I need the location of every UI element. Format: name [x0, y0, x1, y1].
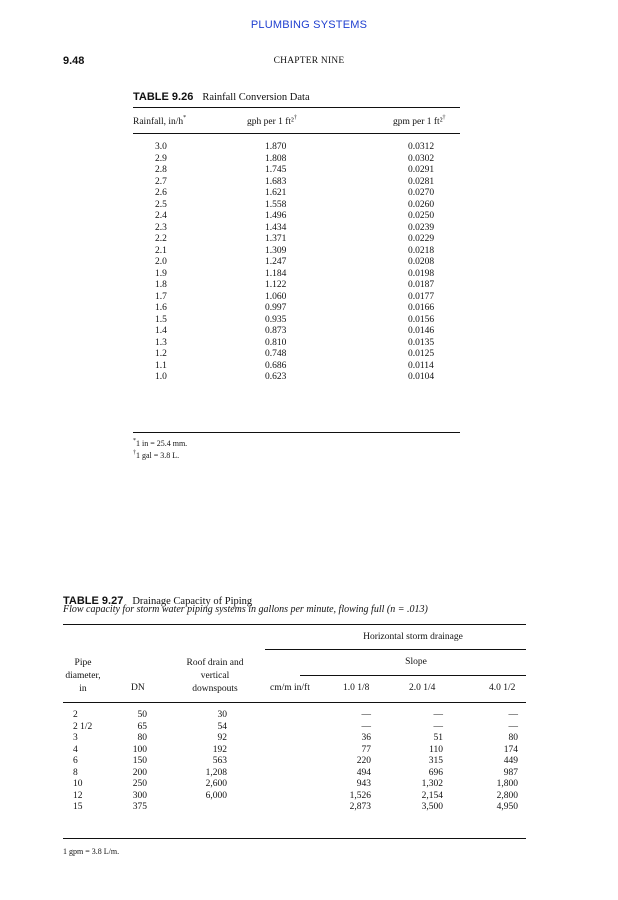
table-cell: 0.0291 [408, 165, 435, 175]
table-cell: 0.0135 [408, 337, 435, 348]
table-926-header-rainfall: Rainfall, in/h* [133, 115, 187, 127]
table-cell: 1.496 [265, 211, 287, 221]
table-cell: 1.434 [265, 222, 287, 233]
table-cell: 0.0218 [408, 245, 435, 256]
table-cell: 3.0 [155, 142, 167, 152]
table-cell: 2.5 [155, 199, 167, 210]
table-926-col-gph [265, 142, 286, 384]
page-number: 9.48 [63, 55, 85, 67]
table-927-header-slope-1-4: 2.0 1/4 [409, 683, 436, 693]
table-cell: 2,154 [421, 790, 443, 801]
table-cell: 0.0198 [408, 268, 435, 279]
table-cell: 1.060 [265, 291, 287, 302]
table-cell: 6 [73, 756, 78, 766]
table-cell: 3 [73, 733, 78, 743]
table-926-col-rainfall [155, 142, 167, 384]
table-cell: 494 [356, 767, 371, 778]
table-cell: 0.0146 [408, 326, 435, 336]
table-927-group-rule [265, 649, 526, 650]
table-cell: 0.0229 [408, 234, 435, 244]
table-927-header-pipe: Pipe diameter, in [65, 658, 101, 694]
table-cell: 1,800 [496, 779, 518, 789]
table-cell: 2 [73, 710, 78, 720]
table-cell: 0.0177 [408, 291, 435, 302]
table-926-header-rule [133, 133, 460, 134]
table-cell: 2.3 [155, 222, 167, 233]
table-cell: 1.1 [155, 360, 167, 371]
table-cell: 2,600 [205, 779, 227, 789]
table-cell: 65 [137, 721, 147, 732]
table-cell: 696 [428, 767, 443, 778]
table-cell: 0.0208 [408, 257, 435, 267]
table-cell: — [361, 710, 371, 720]
table-cell: 0.0104 [408, 372, 435, 382]
table-cell: 250 [132, 779, 147, 789]
chapter-title: CHAPTER NINE [273, 56, 345, 66]
table-cell: 110 [429, 744, 443, 755]
table-cell: 0.0125 [408, 349, 435, 359]
table-cell: 1.4 [155, 326, 167, 336]
table-cell: 0.0114 [408, 360, 434, 371]
table-cell: 1.808 [265, 153, 287, 164]
table-927-label: TABLE 9.27 [63, 595, 124, 607]
table-926-title: Rainfall Conversion Data [202, 92, 310, 103]
table-cell: 0.748 [265, 349, 287, 359]
table-927-subtitle: Flow capacity for storm water piping systems in gallons per minute, flowing full (n = .013) [63, 604, 428, 615]
table-927-col-slope-1-8 [344, 710, 371, 814]
table-cell: 0.0187 [408, 280, 435, 290]
table-cell: 375 [132, 802, 147, 812]
table-926-header-gpm: gpm per 1 ft²† [393, 115, 446, 127]
table-cell: 1.6 [155, 303, 167, 313]
table-cell [200, 802, 227, 814]
table-cell: 0.0312 [408, 142, 435, 152]
table-cell: 0.0302 [408, 153, 435, 164]
table-cell: 80 [508, 733, 518, 743]
table-926-footnote-2: †1 gal = 3.8 L. [133, 450, 180, 460]
table-926-caption [133, 87, 310, 105]
table-cell: 4 [73, 744, 78, 755]
table-cell: 92 [217, 733, 227, 743]
table-cell: 6,000 [205, 790, 227, 801]
table-cell: 4,950 [496, 802, 518, 812]
table-cell: 0.0156 [408, 314, 435, 325]
table-cell: 12 [73, 790, 83, 801]
table-cell: 10 [73, 779, 83, 789]
table-cell: — [508, 721, 518, 732]
table-cell: 30 [217, 710, 227, 720]
table-cell: 3,500 [421, 802, 443, 812]
table-cell: 174 [503, 744, 518, 755]
table-cell: 0.0250 [408, 211, 435, 221]
table-cell: 1.122 [265, 280, 287, 290]
table-cell: 2.2 [155, 234, 167, 244]
table-cell: 0.0239 [408, 222, 435, 233]
table-cell: 1.7 [155, 291, 167, 302]
table-cell: 1,208 [205, 767, 227, 778]
table-cell: 1.3 [155, 337, 167, 348]
table-927-header-slope-1-2: 4.0 1/2 [489, 683, 516, 693]
table-927-col-roof [200, 710, 227, 814]
table-cell: 100 [132, 744, 147, 755]
table-cell: 563 [212, 756, 227, 766]
table-cell: 0.810 [265, 337, 287, 348]
table-cell: 0.0260 [408, 199, 435, 210]
table-cell: 1.5 [155, 314, 167, 325]
table-cell: 2,800 [496, 790, 518, 801]
table-cell: 1.247 [265, 257, 287, 267]
table-cell: 0.0281 [408, 176, 435, 187]
table-cell: 1.870 [265, 142, 287, 152]
table-cell: 0.997 [265, 303, 287, 313]
table-cell: 54 [217, 721, 227, 732]
table-cell: 315 [428, 756, 443, 766]
table-cell: 15 [73, 802, 83, 812]
table-cell: 449 [503, 756, 518, 766]
table-cell: 1.8 [155, 280, 167, 290]
table-cell: 1.371 [265, 234, 287, 244]
table-927-col-pipe [73, 710, 92, 814]
table-927-col-dn [128, 710, 147, 814]
table-cell: — [361, 721, 371, 732]
table-926-top-rule [133, 107, 460, 108]
table-cell: 1.683 [265, 176, 287, 187]
table-cell: 1,526 [349, 790, 371, 801]
table-cell: 51 [433, 733, 443, 743]
table-927-title: Drainage Capacity of Piping [132, 596, 253, 607]
table-926-footnote-1: *1 in = 25.4 mm. [133, 438, 188, 448]
running-head: PLUMBING SYSTEMS [250, 19, 368, 31]
table-927-header-rule [63, 702, 526, 703]
table-927-header-roof: Roof drain and vertical downspouts [186, 658, 244, 694]
table-cell: 1.309 [265, 245, 287, 256]
table-cell: 2.9 [155, 153, 167, 164]
table-cell: 2.7 [155, 176, 167, 187]
table-cell: 0.0270 [408, 188, 435, 198]
table-cell: — [433, 721, 443, 732]
table-927-header-slope-1-8: 1.0 1/8 [343, 683, 370, 693]
table-cell: 943 [356, 779, 371, 789]
table-cell: 1,302 [421, 779, 443, 789]
table-927-footnote: 1 gpm = 3.8 L/m. [63, 847, 120, 856]
table-cell: 80 [137, 733, 147, 743]
table-cell: 2.4 [155, 211, 167, 221]
table-927-slope-rule [300, 675, 526, 676]
table-927-header-cmm: cm/m in/ft [270, 683, 310, 693]
table-cell: 2.6 [155, 188, 167, 198]
table-927-header-dn: DN [131, 683, 145, 693]
table-cell: 0.935 [265, 314, 287, 325]
table-cell: 50 [137, 710, 147, 720]
table-cell: 0.623 [265, 372, 287, 382]
table-cell: 220 [356, 756, 371, 766]
table-927-top-rule [63, 624, 526, 625]
table-927-col-slope-1-4 [416, 710, 443, 814]
table-cell: 200 [132, 767, 147, 778]
table-cell: 987 [503, 767, 518, 778]
table-cell: 192 [212, 744, 227, 755]
table-cell: 0.873 [265, 326, 287, 336]
table-cell: 8 [73, 767, 78, 778]
table-cell: 2.1 [155, 245, 167, 256]
table-cell: 1.558 [265, 199, 287, 210]
table-926-bottom-rule [133, 432, 460, 433]
table-927-bottom-rule [63, 838, 526, 839]
table-927-col-slope-1-2 [490, 710, 518, 814]
table-cell: 1.2 [155, 349, 167, 359]
table-cell: 36 [361, 733, 371, 743]
table-926-header-gph: gph per 1 ft²† [247, 115, 297, 127]
table-cell: 2 1/2 [73, 721, 93, 732]
table-cell: 77 [361, 744, 371, 755]
table-926-label: TABLE 9.26 [133, 91, 194, 103]
table-cell: 2,873 [349, 802, 371, 812]
table-cell: 0.0166 [408, 303, 435, 313]
table-927-header-slope: Slope [405, 657, 427, 667]
table-cell: 1.621 [265, 188, 287, 198]
table-cell: 1.184 [265, 268, 287, 279]
table-cell: 300 [132, 790, 147, 801]
table-cell: 2.0 [155, 257, 167, 267]
table-cell: 1.0 [155, 372, 167, 382]
table-cell: 0.686 [265, 360, 287, 371]
table-cell: 1.9 [155, 268, 167, 279]
table-cell: 2.8 [155, 165, 167, 175]
table-927-group-header: Horizontal storm drainage [363, 632, 463, 642]
table-cell: 150 [132, 756, 147, 766]
table-cell: — [433, 710, 443, 720]
table-926-col-gpm [408, 142, 434, 384]
table-cell: — [508, 710, 518, 720]
table-cell: 1.745 [265, 165, 287, 175]
